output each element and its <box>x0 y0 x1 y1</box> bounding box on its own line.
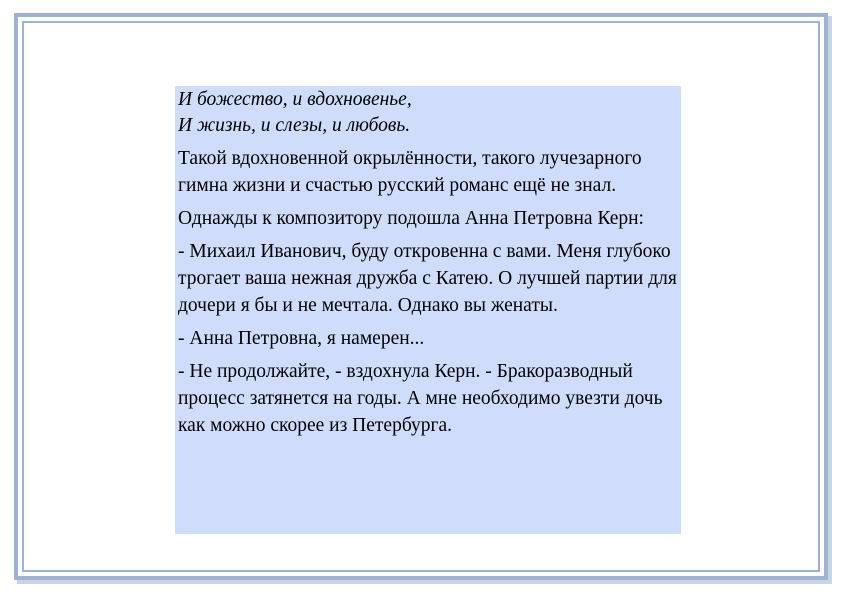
frame-shadow-right <box>828 16 832 583</box>
paragraph-glinka-reply: - Анна Петровна, я намерен... <box>178 328 425 349</box>
poem-line-1: И божество, и вдохновенье, <box>178 89 412 110</box>
poem-line-2: И жизнь, и слезы, и любовь. <box>178 115 411 136</box>
paragraph-kern-approach: Однажды к композитору подошла Анна Петровна Керн: <box>178 208 644 229</box>
paragraph-kern-sigh: - Не продолжайте, - вздохнула Керн. - Бракоразводный процесс затянется на годы. А мне необходимо увезти дочь как можно скорее из Петербурга. <box>178 361 663 436</box>
frame-shadow-bottom <box>17 580 832 584</box>
paragraph-romance: Такой вдохновенной окрылённости, такого лучезарного гимна жизни и счастью русский романс ещё не знал. <box>178 148 642 196</box>
poem-quote <box>178 87 677 139</box>
paragraph-kern-speech: - Михаил Иванович, буду откровенна с вами. Меня глубоко трогает ваша нежная дружба с Катею. О лучшей партии для дочери я бы и не мечтала. Однако вы женаты. <box>178 241 677 316</box>
text-box <box>175 86 681 534</box>
